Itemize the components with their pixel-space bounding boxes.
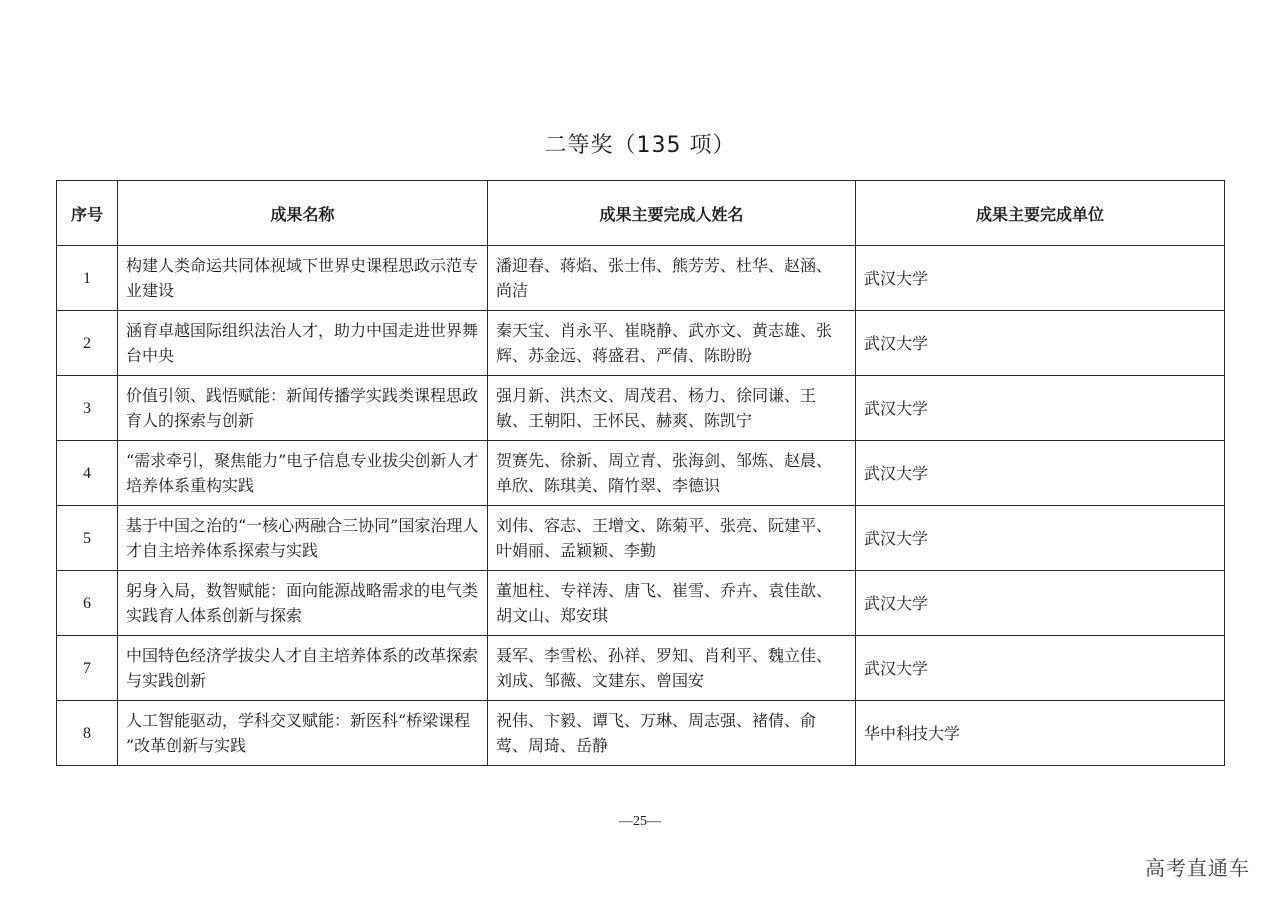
row-contributors: 潘迎春、蒋焰、张士伟、熊芳芳、杜华、赵涵、尚洁: [488, 246, 856, 311]
table-row: [57, 441, 1225, 506]
row-contributors: 聂军、李雪松、孙祥、罗知、肖利平、魏立佳、刘成、邹薇、文建东、曾国安: [488, 636, 856, 701]
row-index: 2: [57, 311, 118, 376]
row-contributors: 秦天宝、肖永平、崔晓静、武亦文、黄志雄、张辉、苏金远、蒋盛君、严倩、陈盼盼: [488, 311, 856, 376]
row-institution: 武汉大学: [856, 246, 1225, 311]
row-contributors: 祝伟、卞毅、谭飞、万琳、周志强、褚倩、俞莺、周琦、岳静: [488, 701, 856, 766]
header-contributors: 成果主要完成人姓名: [488, 181, 856, 246]
row-achievement-name: “需求牵引，聚焦能力”电子信息专业拔尖创新人才培养体系重构实践: [118, 441, 488, 506]
table-row: [57, 311, 1225, 376]
row-contributors: 董旭柱、专祥涛、唐飞、崔雪、乔卉、袁佳歆、胡文山、郑安琪: [488, 571, 856, 636]
row-achievement-name: 人工智能驱动，学科交叉赋能：新医科“桥梁课程 ”改革创新与实践: [118, 701, 488, 766]
table-row: [57, 246, 1225, 311]
table-row: [57, 636, 1225, 701]
row-achievement-name: 构建人类命运共同体视域下世界史课程思政示范专业建设: [118, 246, 488, 311]
row-achievement-name: 涵育卓越国际组织法治人才，助力中国走进世界舞台中央: [118, 311, 488, 376]
row-contributors: 刘伟、容志、王增文、陈菊平、张亮、阮建平、叶娟丽、孟颖颖、李勤: [488, 506, 856, 571]
row-index: 4: [57, 441, 118, 506]
row-contributors: 强月新、洪杰文、周茂君、杨力、徐同谦、王敏、王朝阳、王怀民、赫爽、陈凯宁: [488, 376, 856, 441]
row-index: 6: [57, 571, 118, 636]
header-achievement-name: 成果名称: [118, 181, 488, 246]
row-achievement-name: 躬身入局，数智赋能：面向能源战略需求的电气类实践育人体系创新与探索: [118, 571, 488, 636]
page-title: 二等奖（135 项）: [544, 133, 736, 158]
watermark-text: 高考直通车: [1145, 856, 1250, 880]
row-index: 1: [57, 246, 118, 311]
row-index: 7: [57, 636, 118, 701]
row-index: 3: [57, 376, 118, 441]
table-row: [57, 506, 1225, 571]
row-institution: 武汉大学: [856, 311, 1225, 376]
row-achievement-name: 中国特色经济学拔尖人才自主培养体系的改革探索与实践创新: [118, 636, 488, 701]
page-number: —25—: [619, 814, 661, 829]
header-index: 序号: [57, 181, 118, 246]
table-header-row: [57, 181, 1225, 246]
row-institution: 武汉大学: [856, 506, 1225, 571]
row-contributors: 贺赛先、徐新、周立青、张海剑、邹炼、赵晨、单欣、陈琪美、隋竹翠、李德识: [488, 441, 856, 506]
table-row: [57, 571, 1225, 636]
row-index: 8: [57, 701, 118, 766]
row-achievement-name: 基于中国之治的“一核心两融合三协同”国家治理人才自主培养体系探索与实践: [118, 506, 488, 571]
row-institution: 武汉大学: [856, 441, 1225, 506]
row-institution: 武汉大学: [856, 376, 1225, 441]
row-institution: 武汉大学: [856, 636, 1225, 701]
row-institution: 华中科技大学: [856, 701, 1225, 766]
row-achievement-name: 价值引领、践悟赋能：新闻传播学实践类课程思政育人的探索与创新: [118, 376, 488, 441]
header-institution: 成果主要完成单位: [856, 181, 1225, 246]
row-institution: 武汉大学: [856, 571, 1225, 636]
awards-table: [56, 180, 1225, 766]
row-index: 5: [57, 506, 118, 571]
table-row: [57, 701, 1225, 766]
table-row: [57, 376, 1225, 441]
